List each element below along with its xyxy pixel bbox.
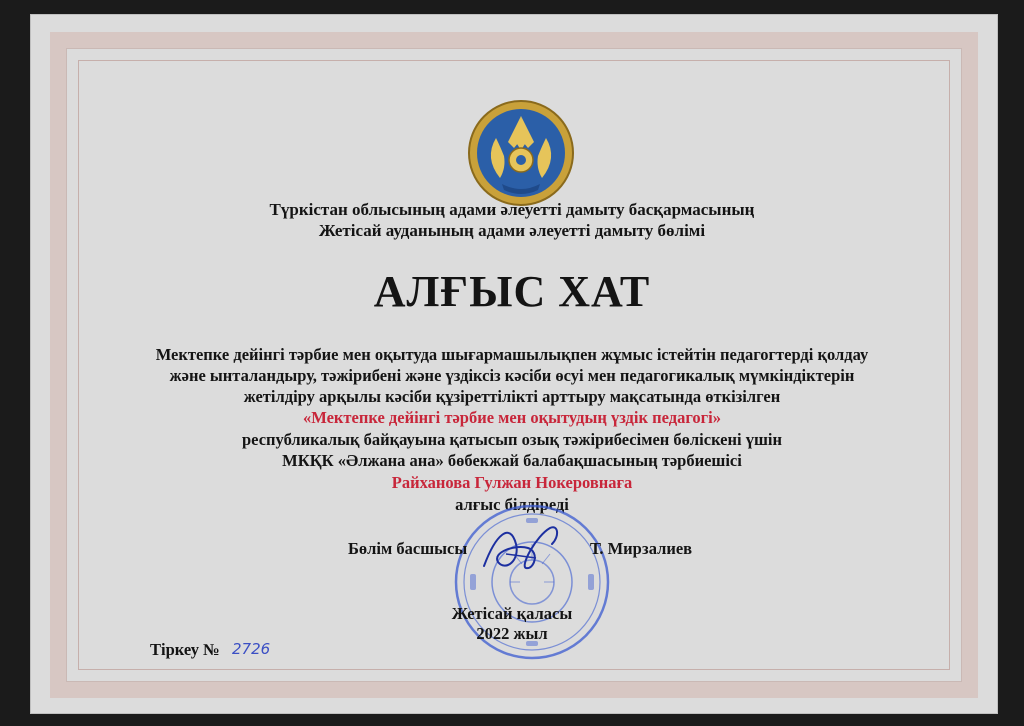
- document-title: АЛҒЫС ХАТ: [373, 267, 651, 316]
- kazakhstan-state-emblem-icon: [466, 98, 576, 208]
- body-line-6: МКҚК «Әлжана ана» бөбекжай балабақшасының тәрбиешісі: [282, 451, 742, 470]
- header-line-2: Жетісай ауданының адами әлеуетті дамыту бөлімі: [318, 221, 706, 240]
- body-line-5: республикалық байқауына қатысып озық тәжірибесімен бөліскені үшін: [242, 430, 782, 449]
- issue-city: Жетісай қаласы: [451, 604, 573, 623]
- registration-number: 2726: [232, 640, 271, 658]
- body-line-3: жетілдіру арқылы кәсіби құзіреттілікті арттыру мақсатында өткізілген: [243, 387, 781, 406]
- signatory-role: Бөлім басшысы: [348, 539, 468, 558]
- registration-label: Тіркеу №: [150, 640, 220, 659]
- closing-phrase: алғыс білдіреді: [455, 495, 569, 514]
- issue-year: 2022 жыл: [476, 624, 548, 643]
- body-line-1: Мектепке дейінгі тәрбие мен оқытуда шығармашылықпен жұмыс істейтін педагогтерді қолдау: [155, 345, 869, 364]
- contest-name: «Мектепке дейінгі тәрбие мен оқытудың үздік педагогі»: [302, 408, 721, 427]
- handwritten-signature-icon: [476, 514, 566, 584]
- signatory-name: Т. Мирзалиев: [590, 539, 693, 558]
- header-line-1: Түркістан облысының адами әлеуетті дамыту басқармасының: [269, 200, 755, 219]
- recipient-name: Райханова Гулжан Нокеровнаға: [391, 473, 633, 492]
- body-line-2: және ынталандыру, тәжірибені және үздіксіз кәсіби өсуі мен педагогикалық мүмкіндіктерін: [169, 366, 855, 385]
